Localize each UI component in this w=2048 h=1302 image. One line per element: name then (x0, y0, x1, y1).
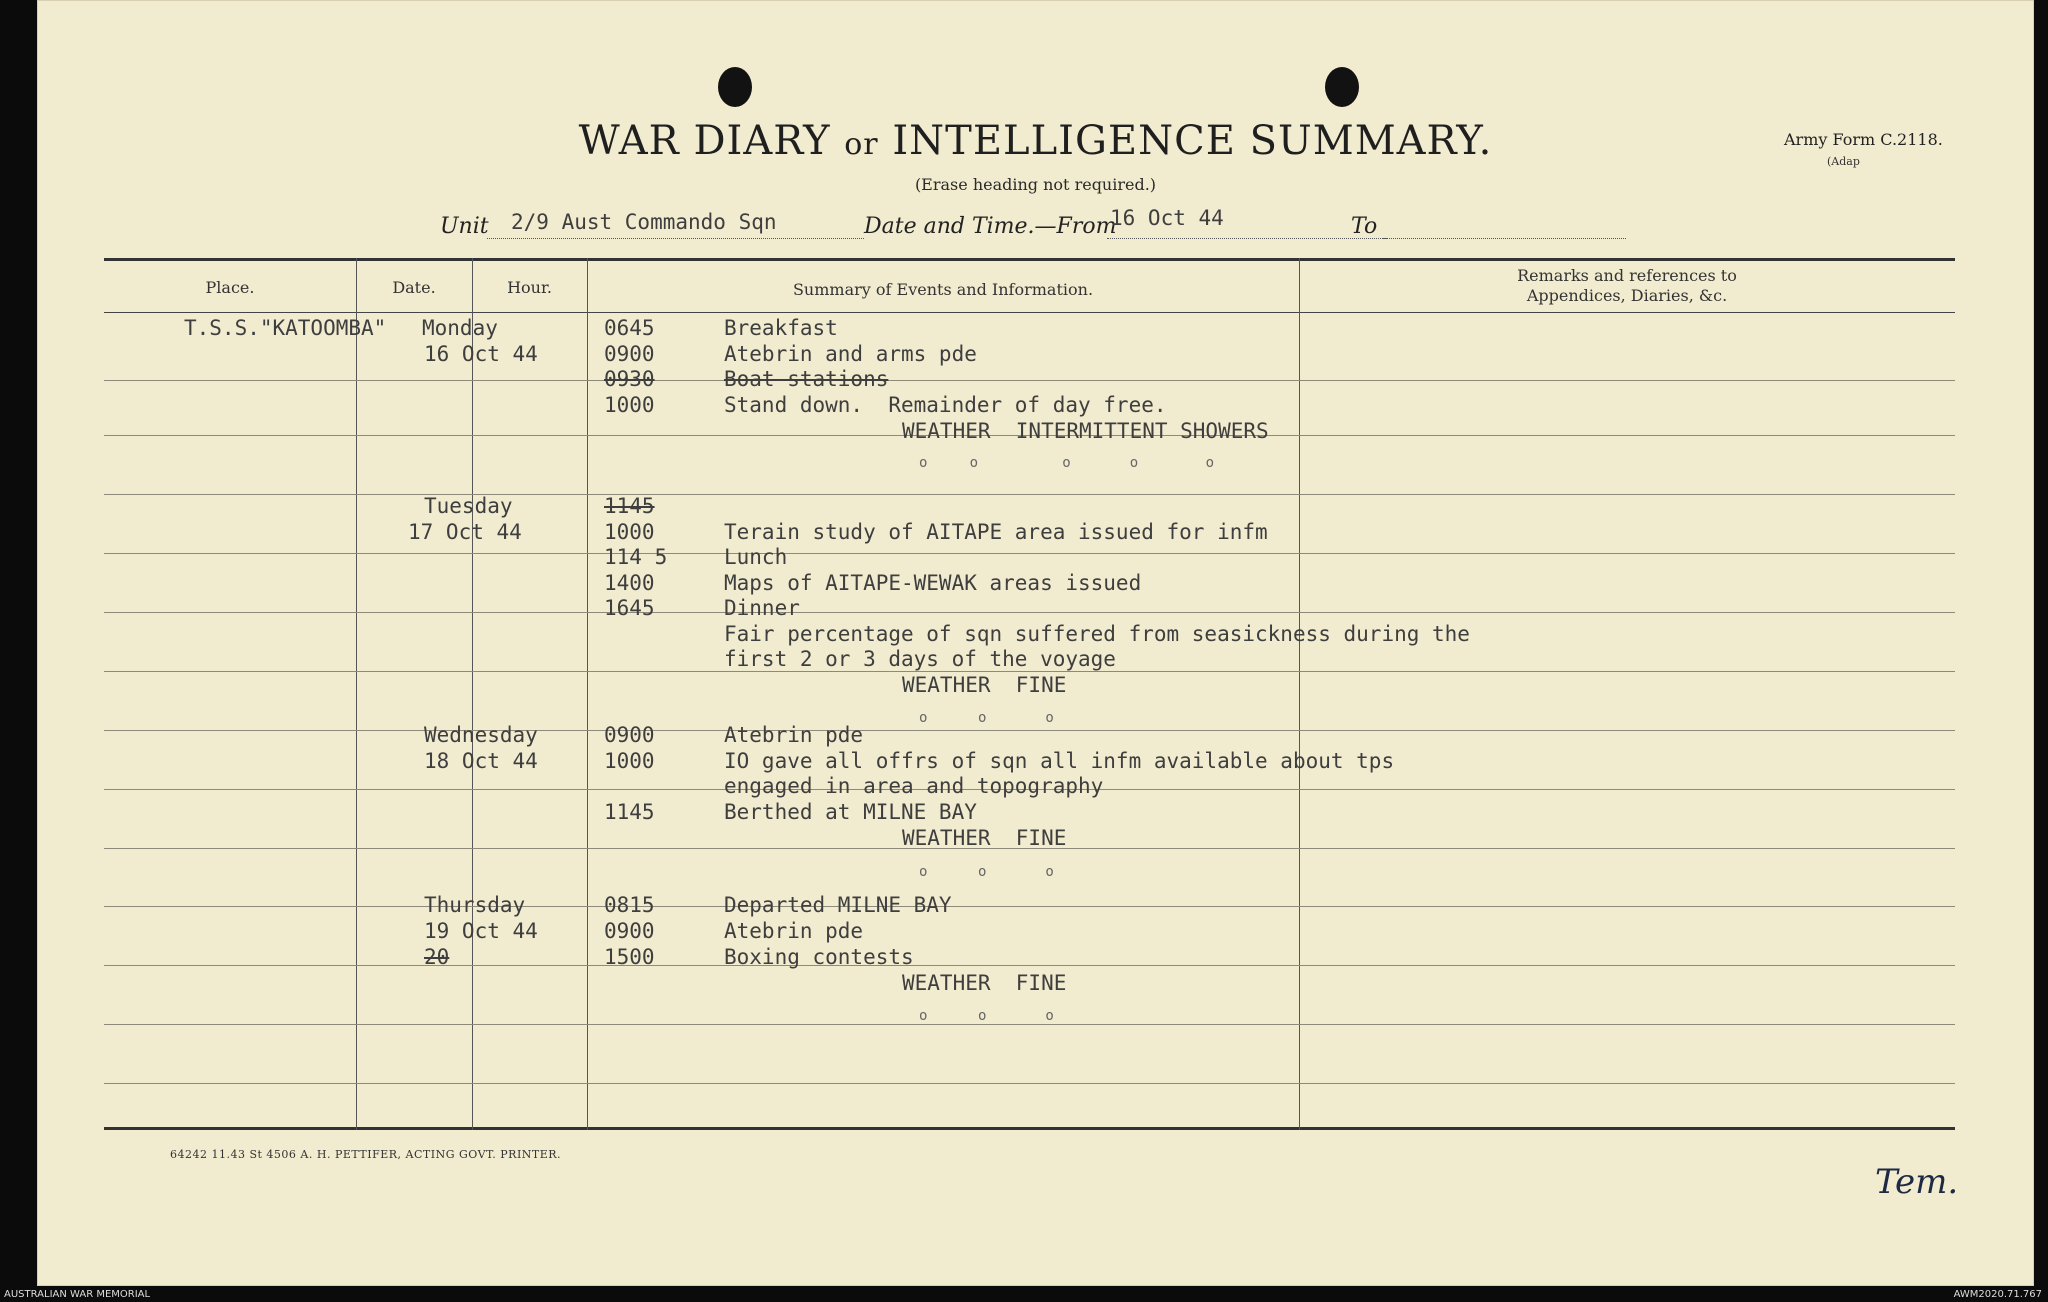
place-value: T.S.S."KATOOMBA" (184, 316, 387, 340)
summary-line: first 2 or 3 days of the voyage (724, 647, 1116, 671)
weather-line: WEATHER FINE (902, 673, 1067, 697)
hour-cell: 1145 (604, 494, 655, 518)
date-1-day: Monday (422, 316, 498, 340)
summary-line: Atebrin pde (724, 723, 864, 747)
archive-reference: AWM2020.71.767 (1953, 1289, 2042, 1300)
col-place: Place. (205, 278, 255, 297)
hour-cell: 1400 (604, 571, 655, 595)
col-remarks-line2: Appendices, Diaries, &c. (1526, 286, 1728, 305)
table-bottom-rule (104, 1127, 1955, 1130)
handwritten-initials: Tem. (1875, 1162, 1959, 1202)
archive-name: AUSTRALIAN WAR MEMORIAL (4, 1289, 151, 1300)
ruled-line (104, 380, 1955, 381)
table-top-rule (104, 258, 1955, 261)
summary-line: Maps of AITAPE-WEWAK areas issued (724, 571, 1142, 595)
hour-cell: 0815 (604, 893, 655, 917)
summary-line: Breakfast (724, 316, 838, 340)
summary-line: engaged in area and topography (724, 774, 1104, 798)
weather-line: WEATHER FINE (902, 971, 1067, 995)
date-3-day: Wednesday (424, 723, 538, 747)
date-3-date: 18 Oct 44 (424, 749, 538, 773)
col-remarks-line1: Remarks and references to (1517, 266, 1737, 285)
ruled-line (104, 1083, 1955, 1084)
hour-cell: 1500 (604, 945, 655, 969)
hour-cell: 1000 (604, 520, 655, 544)
title-part1: WAR DIARY (578, 118, 831, 164)
ruled-line (104, 553, 1955, 554)
col-remarks (1299, 266, 1955, 306)
summary-line: Boat stations (724, 367, 889, 391)
erase-note: (Erase heading not required.) (914, 175, 1157, 194)
unit-dotline (487, 238, 864, 239)
summary-line: Fair percentage of sqn suffered from seasickness during the (724, 622, 1470, 646)
hour-cell: 0900 (604, 723, 655, 747)
army-form-number: Army Form C.2118. (1784, 130, 1943, 149)
col-date: Date. (392, 278, 436, 297)
weather-line: WEATHER FINE (902, 826, 1067, 850)
hour-cell: 114 5 (604, 545, 668, 569)
hour-cell: 0645 (604, 316, 655, 340)
hour-cell: 1645 (604, 596, 655, 620)
hour-cell: 1000 (604, 393, 655, 417)
title-or: or (844, 127, 879, 162)
hour-cell: 0900 (604, 342, 655, 366)
title-part2: INTELLIGENCE SUMMARY. (892, 118, 1493, 164)
punch-hole-left (718, 67, 752, 107)
weather-dots: o o o (919, 864, 1054, 880)
summary-line: Atebrin pde (724, 919, 864, 943)
col-hour: Hour. (507, 278, 552, 297)
ruled-line (104, 906, 1955, 907)
from-value: 16 Oct 44 (1110, 206, 1224, 230)
army-form-adapted: (Adap (1827, 155, 1860, 168)
col-divider-4 (1299, 258, 1300, 1130)
date-2-day: Tuesday (424, 494, 513, 518)
summary-line: Berthed at MILNE BAY (724, 800, 977, 824)
summary-line: IO gave all offrs of sqn all infm available about tps (724, 749, 1395, 773)
col-divider-2 (472, 258, 473, 1130)
date-time-label: Date and Time.—From (864, 214, 1117, 239)
date-1-date: 16 Oct 44 (424, 342, 538, 366)
weather-dots: o o o o o (919, 455, 1215, 471)
unit-label: Unit (440, 214, 489, 239)
summary-line: Stand down. Remainder of day free. (724, 393, 1167, 417)
punch-hole-right (1325, 67, 1359, 107)
printer-imprint: 64242 11.43 St 4506 A. H. PETTIFER, ACTING GOVT. PRINTER. (170, 1148, 562, 1161)
ruled-line (104, 1024, 1955, 1025)
date-4-struck: 20 (424, 945, 450, 969)
date-2-date: 17 Oct 44 (408, 520, 522, 544)
weather-line: WEATHER INTERMITTENT SHOWERS (902, 419, 1269, 443)
col-summary: Summary of Events and Information. (792, 280, 1094, 299)
summary-line: Dinner (724, 596, 800, 620)
unit-value: 2/9 Aust Commando Sqn (511, 210, 777, 234)
weather-dots: o o o (919, 1008, 1054, 1024)
ruled-line (104, 965, 1955, 966)
diary-sheet (37, 0, 2034, 1286)
summary-line: Departed MILNE BAY (724, 893, 952, 917)
to-dotline (1382, 238, 1626, 239)
hour-cell: 0930 (604, 367, 655, 391)
date-4-date: 19 Oct 44 (424, 919, 538, 943)
summary-line: Lunch (724, 545, 788, 569)
date-4-day: Thursday (424, 893, 526, 917)
col-divider-3 (587, 258, 588, 1130)
ruled-line (104, 730, 1955, 731)
diary-table (104, 258, 1955, 1130)
col-divider-1 (356, 258, 357, 1130)
ruled-line (104, 671, 1955, 672)
hour-cell: 0900 (604, 919, 655, 943)
form-title (37, 118, 2034, 164)
header-rule (104, 312, 1955, 313)
summary-line: Terain study of AITAPE area issued for infm (724, 520, 1268, 544)
to-label: To (1351, 214, 1378, 239)
summary-line: Atebrin and arms pde (724, 342, 977, 366)
weather-dots: o o o (919, 710, 1054, 726)
hour-cell: 1145 (604, 800, 655, 824)
ruled-line (104, 494, 1955, 495)
ruled-line (104, 612, 1955, 613)
hour-cell: 1000 (604, 749, 655, 773)
summary-line: Boxing contests (724, 945, 914, 969)
from-dotline (1107, 238, 1387, 239)
